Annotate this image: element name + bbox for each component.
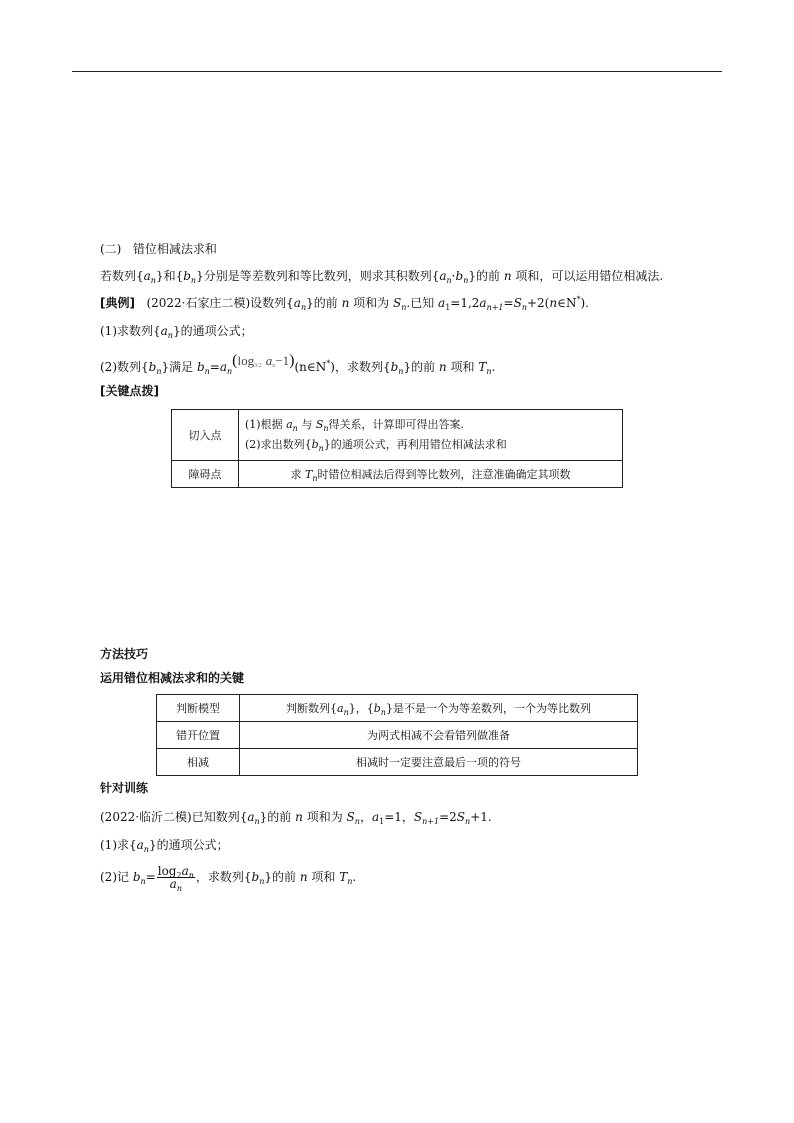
row-label: 错开位置 [157,722,240,749]
example-source: (2022·石家庄二模) [146,296,251,310]
row-label: 相减 [157,749,240,776]
table-row [157,722,638,749]
method-table [156,694,638,776]
example-stem: [典例] (2022·石家庄二模)设数列$\{a_n\}$的前 n 项和为 $S_n$.已知 $a_1=1,2a_{n+1}=S_n+2(n\in N^*)$. [100,295,589,312]
heading-number: (二) [100,242,122,256]
training-source: (2022·临沂二模) [100,810,192,824]
heading-text: 错位相减法求和 [132,242,217,256]
row-label: 判断模型 [157,695,240,722]
exponent-expression: (log3/2 an−1) [232,352,295,369]
section-heading [100,240,217,258]
header-rule [72,71,722,72]
row-content: (1)根据 $a_n$ 与 $S_n$得关系，计算即可得出答案. (2)求出数列$\{b_n\}$的通项公式，再利用错位相减法求和 [239,410,623,461]
key-points-tag: [关键点拨] [100,384,159,398]
row-content: 为两式相减不会看错列做准备 [240,722,638,749]
row-content: 判断数列$\{a_n\}$，$\{b_n\}$是不是一个为等差数列，一个为等比数列 [240,695,638,722]
example-question-1: (1)求数列$\{a_n\}$的通项公式； [100,324,253,340]
example-tag: [典例] [100,296,135,310]
training-stem: (2022·临沂二模)已知数列$\{a_n\}$的前 n 项和为 $S_n$，$a_1=1$，$S_{n+1}=2S_n+1$. [100,810,492,826]
fraction: $\frac{\log_2a_n}{a_n}$ [157,864,194,893]
example-question-2: (2)数列$\{b_n\}$满足 $b_n=a_n(\log 3/2$ an−1)(n∈N*)，求数列$\{b_n\}$的前 n 项和 $T_n$. [100,352,496,376]
intro-line: 若数列$\{a_n\}$和$\{b_n\}$分别是等差数列和等比数列，则求其积数列$\{a_n\cdot b_n\}$的前 n 项和，可以运用错位相减法. [100,269,664,285]
row-label: 切入点 [172,410,239,461]
table-row [157,749,638,776]
table-row [172,410,623,461]
training-question-1: (1)求$\{a_n\}$的通项公式； [100,838,229,854]
method-subtitle: 运用错位相减法求和的关键 [100,671,245,685]
training-title: 针对训练 [100,781,149,795]
table-row [172,461,623,488]
method-title: 方法技巧 [100,647,149,661]
row-content: 求 $T_n$时错位相减法后得到等比数列，注意准确确定其项数 [239,461,623,488]
row-label: 障碍点 [172,461,239,488]
table-row [157,695,638,722]
key-points-table [171,409,623,488]
row-content: 相减时一定要注意最后一项的符号 [240,749,638,776]
training-question-2: (2)记 $b_n=$ $\frac{\log_2a_n}{a_n}$ ，求数列$\{b_n\}$的前 n 项和 $T_n$. [100,864,357,893]
